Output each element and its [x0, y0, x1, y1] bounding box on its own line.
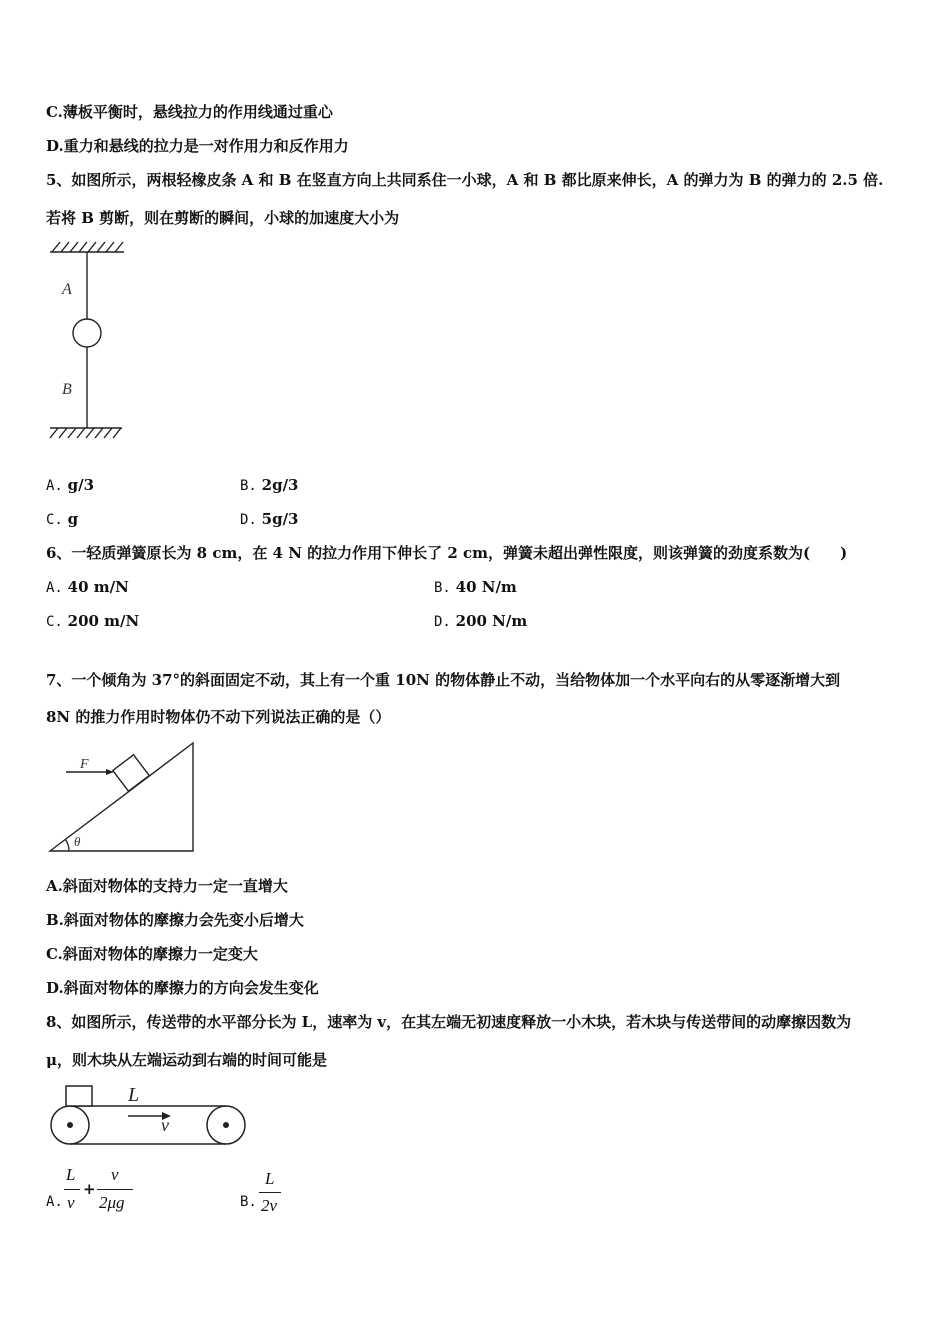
q6-option-c: C. 200 m/N	[46, 612, 140, 630]
q6-stem: 6、一轻质弹簧原长为 8 cm，在 4 N 的拉力作用下伸长了 2 cm，弹簧未超出弹性限度，则该弹簧的劲度系数为( )	[46, 544, 848, 562]
q8-right-axle	[223, 1122, 229, 1128]
q8-option-b-fracbar	[259, 1192, 281, 1193]
q5-option-d: D. 5g/3	[240, 510, 299, 528]
q8-option-a-fracbar2	[97, 1189, 133, 1190]
q8-stem-line2: μ，则木块从左端运动到右端的时间可能是	[46, 1051, 327, 1069]
q5-option-c: C. g	[46, 510, 79, 528]
q8-option-a-plus: +	[83, 1180, 96, 1198]
q8-left-axle	[67, 1122, 73, 1128]
q8-option-b-den: 2v	[261, 1196, 278, 1215]
q5-option-b: B. 2g/3	[240, 476, 299, 494]
q8-option-a-num2: v	[111, 1165, 119, 1184]
q7-option-d: D.斜面对物体的摩擦力的方向会发生变化	[46, 979, 319, 997]
q7-option-b: B.斜面对物体的摩擦力会先变小后增大	[46, 911, 304, 929]
q7-option-a: A.斜面对物体的支持力一定一直增大	[46, 877, 288, 895]
q5-label-b: B	[62, 381, 72, 398]
q8-option-b-key: B.	[240, 1194, 257, 1210]
q7-option-c: C.斜面对物体的摩擦力一定变大	[46, 945, 258, 963]
q8-option-a-num1: L	[66, 1165, 76, 1184]
q5-option-a: A. g/3	[46, 476, 95, 494]
q8-option-a-den1: v	[67, 1193, 75, 1212]
q8-stem-line1: 8、如图所示，传送带的水平部分长为 L，速率为 v，在其左端无初速度释放一小木块，若木块与传送带间的动摩擦因数为	[46, 1013, 852, 1031]
q8-option-b-num: L	[265, 1169, 275, 1188]
q6-option-b: B. 40 N/m	[434, 578, 517, 596]
q7-label-theta: θ	[74, 834, 81, 849]
q6-option-a: A. 40 m/N	[46, 578, 129, 596]
q7-label-f: F	[80, 757, 89, 772]
q5-stem-line1: 5、如图所示，两根轻橡皮条 A 和 B 在竖直方向上共同系住一小球，A 和 B 都比原来伸长，A 的弹力为 B 的弹力的 2.5 倍.	[46, 171, 884, 189]
q8-label-l: L	[128, 1084, 140, 1106]
q7-stem-line2: 8N 的推力作用时物体仍不动下列说法正确的是（）	[46, 708, 391, 726]
q8-wood-block	[66, 1086, 92, 1106]
q8-option-a-key: A.	[46, 1194, 63, 1210]
q6-option-d: D. 200 N/m	[434, 612, 528, 630]
q8-option-a-den2: 2μg	[99, 1193, 125, 1212]
q5-stem-line2: 若将 B 剪断，则在剪断的瞬间，小球的加速度大小为	[46, 209, 400, 227]
q5-label-a: A	[62, 281, 72, 298]
q4-option-d: D.重力和悬线的拉力是一对作用力和反作用力	[46, 137, 349, 155]
q4-option-c: C.薄板平衡时，悬线拉力的作用线通过重心	[46, 103, 333, 121]
q7-stem-line1: 7、一个倾角为 37°的斜面固定不动，其上有一个重 10N 的物体静止不动，当给物体加一个水平向右的从零逐渐增大到	[46, 671, 841, 689]
q8-label-v: v	[161, 1115, 169, 1135]
q8-option-a-fracbar1	[64, 1189, 80, 1190]
